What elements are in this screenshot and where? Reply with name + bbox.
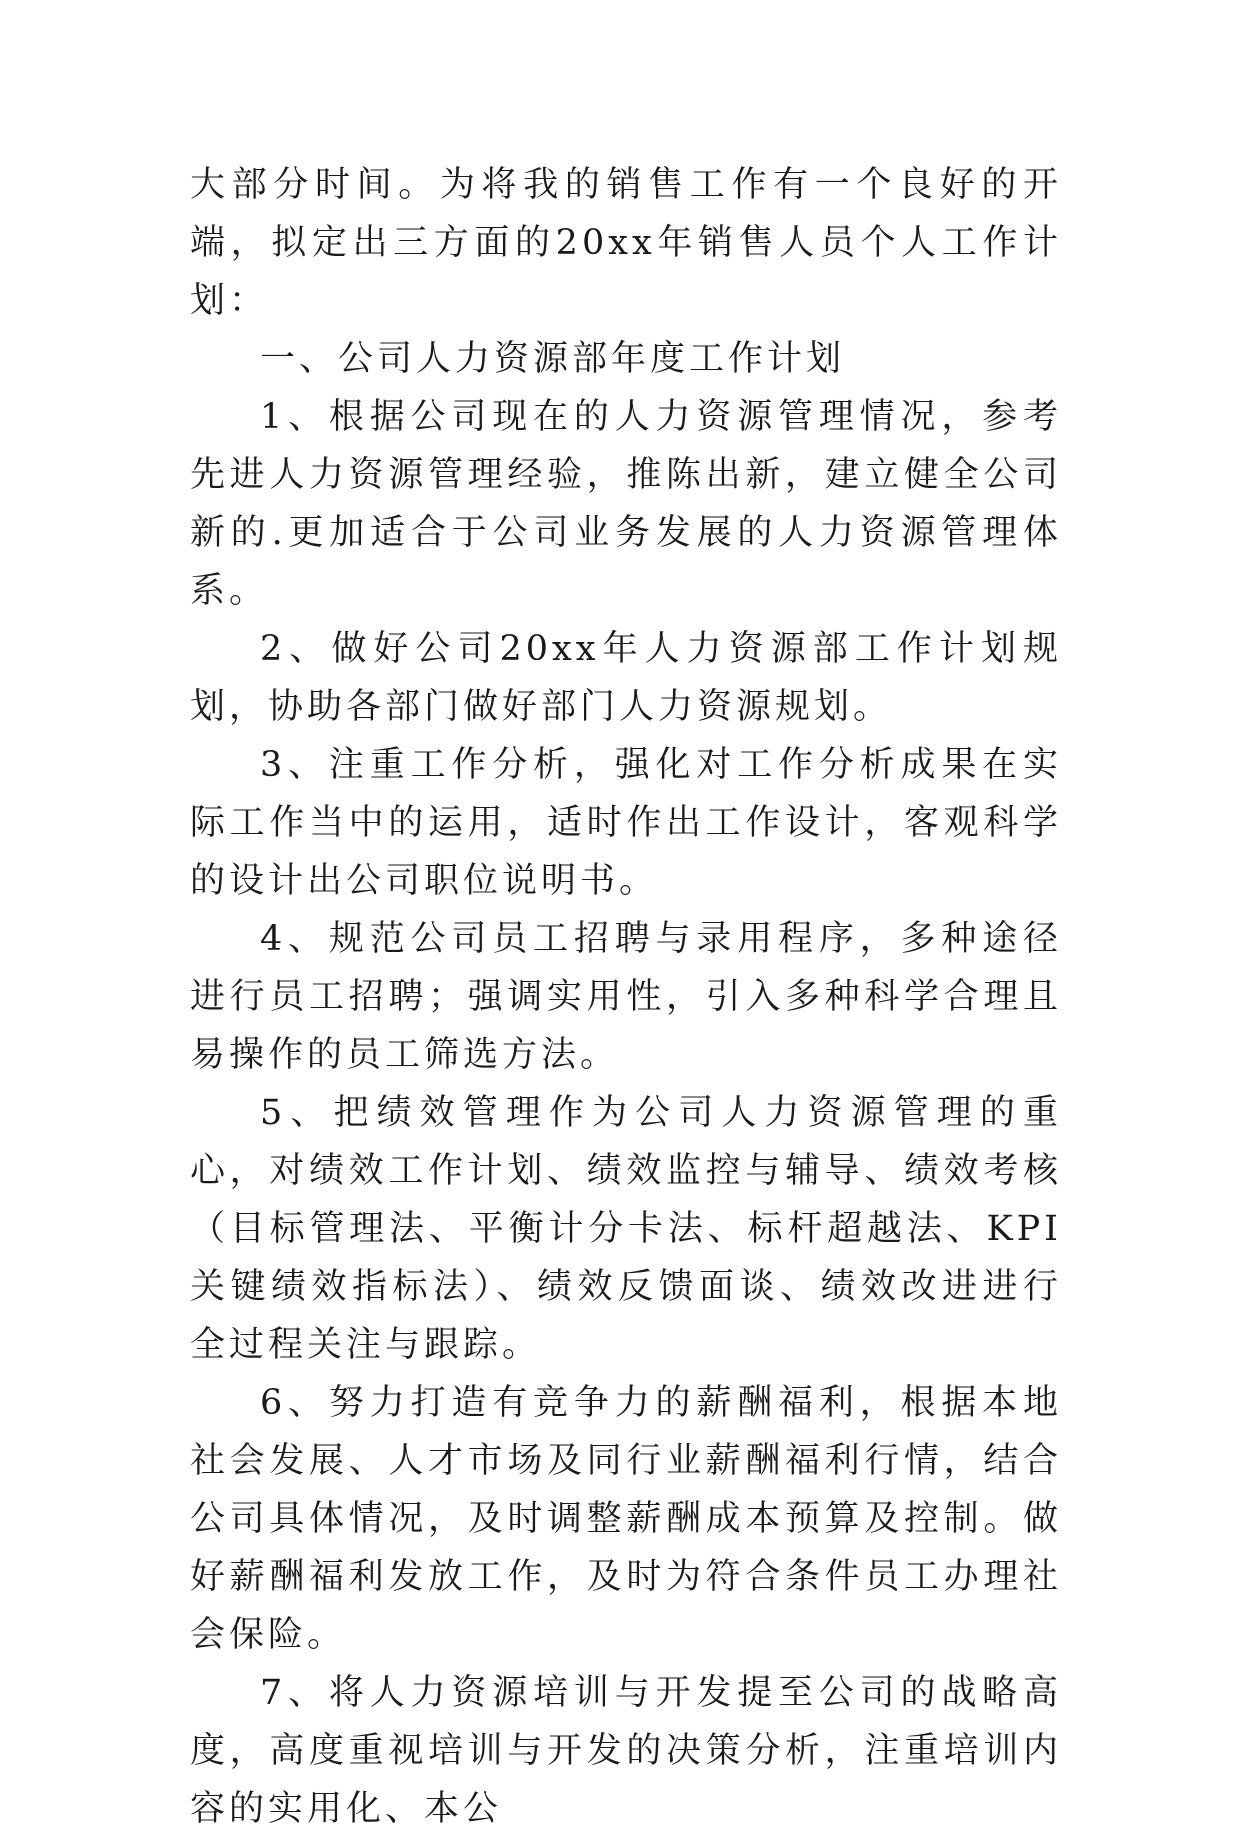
list-item-3: 3、注重工作分析，强化对工作分析成果在实际工作当中的运用，适时作出工作设计，客观科学的设计出公司职位说明书。 xyxy=(190,745,1062,901)
list-item-5: 5、把绩效管理作为公司人力资源管理的重心，对绩效工作计划、绩效监控与辅导、绩效考核（目标管理法、平衡计分卡法、标杆超越法、KPI关键绩效指标法）、绩效反馈面谈、绩效改进进行全过程关注与跟踪。 xyxy=(190,1093,1062,1365)
list-item-1: 1、根据公司现在的人力资源管理情况，参考先进人力资源管理经验，推陈出新，建立健全公司新的.更加适合于公司业务发展的人力资源管理体系。 xyxy=(190,397,1062,611)
list-item-2: 2、做好公司20xx年人力资源部工作计划规划，协助各部门做好部门人力资源规划。 xyxy=(190,629,1062,727)
list-item-7: 7、将人力资源培训与开发提至公司的战略高度，高度重视培训与开发的决策分析，注重培训内容的实用化、本公 xyxy=(190,1673,1062,1829)
document-body xyxy=(190,156,1062,1838)
list-item-6: 6、努力打造有竞争力的薪酬福利，根据本地社会发展、人才市场及同行业薪酬福利行情，结合公司具体情况，及时调整薪酬成本预算及控制。做好薪酬福利发放工作，及时为符合条件员工办理社会保险。 xyxy=(190,1383,1062,1655)
section-heading: 一、公司人力资源部年度工作计划 xyxy=(260,339,846,379)
list-item-4: 4、规范公司员工招聘与录用程序，多种途径进行员工招聘；强调实用性，引入多种科学合理且易操作的员工筛选方法。 xyxy=(190,919,1062,1075)
paragraph-intro: 大部分时间。为将我的销售工作有一个良好的开端，拟定出三方面的20xx年销售人员个人工作计划： xyxy=(190,165,1062,321)
